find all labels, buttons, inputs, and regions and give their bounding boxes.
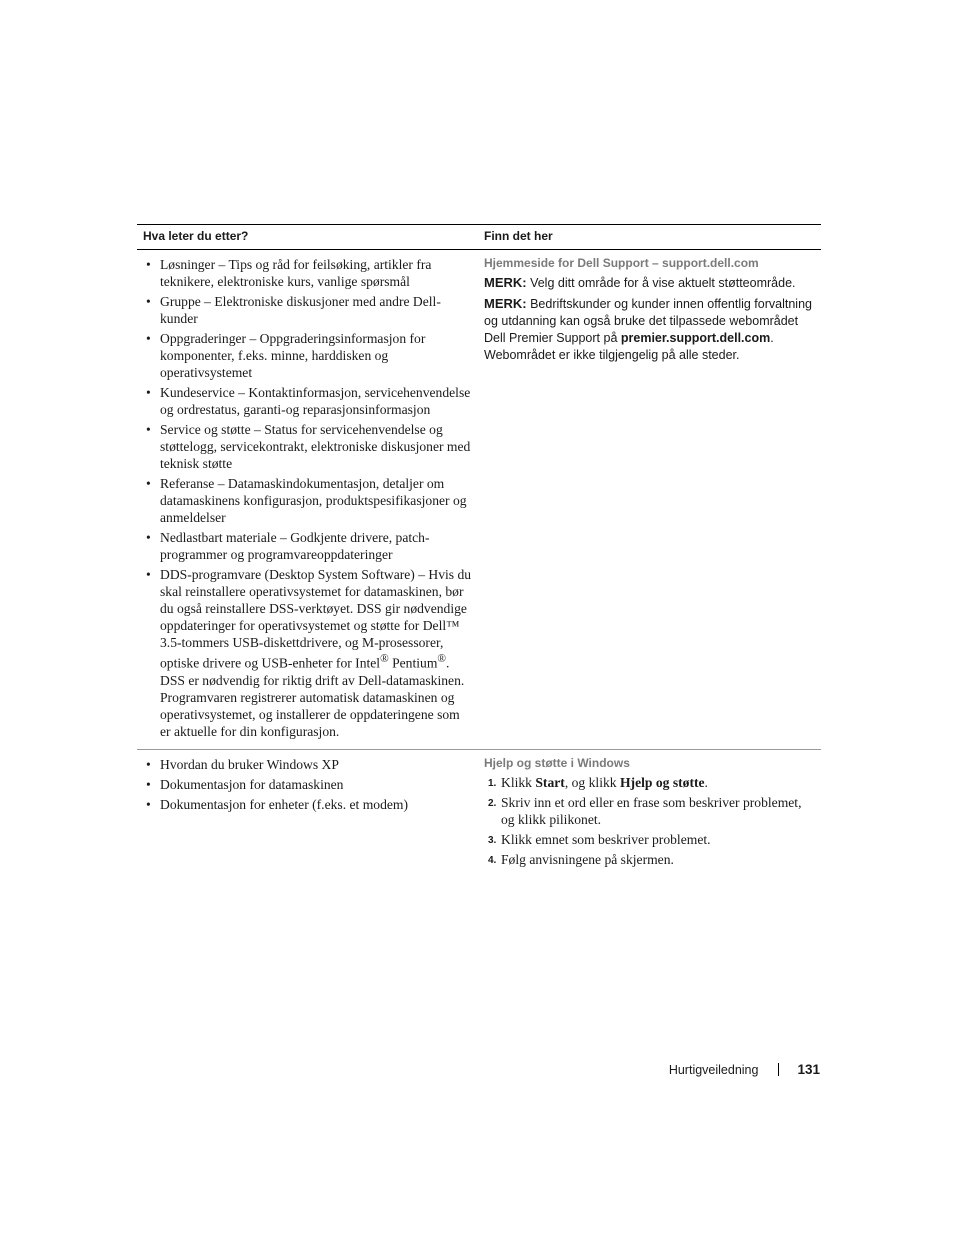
bullet-icon: • xyxy=(146,756,151,772)
premier-support-link[interactable]: premier.support.dell.com xyxy=(620,331,771,345)
header-looking-for: Hva leter du etter? xyxy=(137,225,478,250)
dell-support-heading: Hjemmeside for Dell Support – support.dell.com xyxy=(484,256,759,270)
step-item: 3. Klikk emnet som beskriver problemet. xyxy=(488,831,711,847)
bullet-icon: • xyxy=(146,776,151,792)
row1-left-cell xyxy=(137,250,478,750)
row2-left-cell xyxy=(137,749,478,877)
row1-right-cell xyxy=(478,250,821,750)
list-item-dds: • DDS-programvare (Desktop System Software) – Hvis du skal reinstallere operativsystemet for datamaskinen, bør du også reinstallere DSS-verktøyet. DSS gir nødvendige oppdateringer for operativsystemet og støtte for Dell™ 3.5-tommers USB-diskettdrivere, og M-prosessorer, optiske drivere og USB-enheter for Intel® Pentium®. DSS er nødvendig for riktig drift av Dell-datamaskinen. Programvaren registrerer automatisk datamaskinen og operativsystemet, og installerer de oppdateringene som er aktuelle for din konfigurasjon. xyxy=(146,567,472,739)
list-item: • Oppgraderinger – Oppgraderingsinformasjon for komponenter, f.eks. minne, harddisken og operativsystemet xyxy=(146,331,426,380)
note-region: MERK: Velg ditt område for å vise aktuelt støtteområde. xyxy=(484,275,796,290)
bullet-icon: • xyxy=(146,567,151,582)
bullet-icon: • xyxy=(146,530,151,545)
list-item: • Løsninger – Tips og råd for feilsøking, artikler fra teknikere, elektroniske kurs, vanlige spørsmål xyxy=(146,257,432,289)
bullet-icon: • xyxy=(146,385,151,400)
step-item: 2. Skriv inn et ord eller en frase som beskriver problemet, og klikk pilikonet. xyxy=(488,794,802,827)
help-steps-list xyxy=(484,774,815,868)
list-item: • Kundeservice – Kontaktinformasjon, servicehenvendelse og ordrestatus, garanti-og reparasjonsinformasjon xyxy=(146,385,471,417)
bullet-icon: • xyxy=(146,796,151,812)
step-item: 4. Følg anvisningene på skjermen. xyxy=(488,851,674,867)
bullet-icon: • xyxy=(146,476,151,491)
info-table xyxy=(137,224,821,877)
bullet-icon: • xyxy=(146,294,151,309)
row1-bullet-list xyxy=(143,256,472,740)
bullet-icon: • xyxy=(146,422,151,437)
table-row xyxy=(137,749,821,877)
bullet-icon: • xyxy=(146,257,151,272)
page-footer xyxy=(669,1062,820,1077)
row2-right-cell xyxy=(478,749,821,877)
note-premier-support: MERK: Bedriftskunder og kunder innen offentlig forvaltning og utdanning kan også bruke det tilpassede webområdet Dell Premier Support på premier.support.dell.com. Webområdet er ikke tilgjengelig på alle steder. xyxy=(484,296,812,362)
footer-divider xyxy=(778,1063,779,1076)
list-item: • Hvordan du bruker Windows XP xyxy=(146,756,339,772)
footer-section-title: Hurtigveiledning xyxy=(668,1062,759,1077)
windows-help-heading: Hjelp og støtte i Windows xyxy=(484,755,630,770)
list-item: • Dokumentasjon for enheter (f.eks. et modem) xyxy=(146,796,409,812)
list-item: • Referanse – Datamaskindokumentasjon, detaljer om datamaskinens konfigurasjon, produktspesifikasjoner og anmeldelser xyxy=(146,476,467,525)
page-number: 131 xyxy=(797,1062,820,1077)
note-label: MERK: xyxy=(484,275,527,290)
list-item: • Nedlastbart materiale – Godkjente drivere, patch-programmer og programvareoppdateringer xyxy=(146,530,430,562)
list-item: • Service og støtte – Status for servicehenvendelse og støttelogg, servicekontrakt, elektroniske diskusjoner med teknisk støtte xyxy=(146,422,471,471)
row2-bullet-list xyxy=(143,756,472,813)
table-row xyxy=(137,250,821,750)
step-item: 1. Klikk Start, og klikk Hjelp og støtte. xyxy=(488,774,708,790)
table-header-row xyxy=(137,225,821,250)
list-item: • Dokumentasjon for datamaskinen xyxy=(146,776,344,792)
list-item: • Gruppe – Elektroniske diskusjoner med andre Dell-kunder xyxy=(146,294,441,326)
bullet-icon: • xyxy=(146,331,151,346)
note-label: MERK: xyxy=(484,296,527,311)
info-table-container xyxy=(137,224,821,877)
header-find-it-here: Finn det her xyxy=(478,225,821,250)
